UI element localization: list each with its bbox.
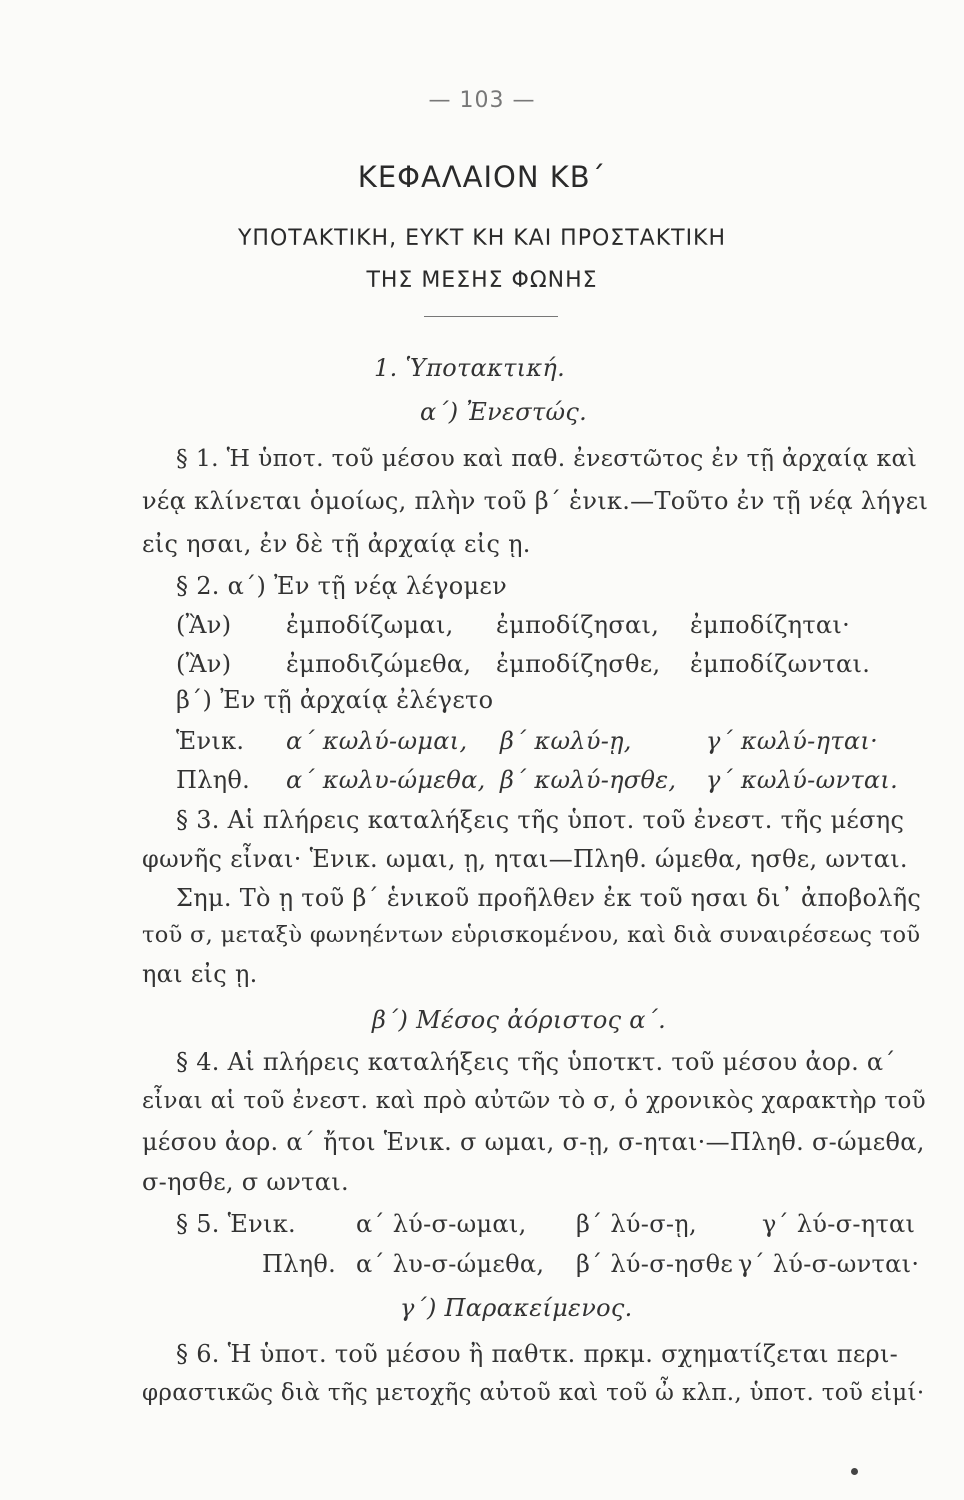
paradigm-form: α΄ κωλυ-ώμεθα,	[286, 766, 486, 794]
paradigm-form: β΄ λύ-σ-ῃ,	[576, 1210, 697, 1238]
paradigm-form: ἐμποδίζωμαι,	[286, 611, 454, 639]
text-line: νέᾳ κλίνεται ὁμοίως, πλὴν τοῦ β΄ ἑνικ.—Τοῦτο ἐν τῇ νέᾳ λήγει	[142, 487, 929, 515]
paradigm-form: ἐμποδίζωνται.	[690, 650, 871, 678]
paradigm-form: ἐμποδιζώμεθα,	[286, 650, 472, 678]
paradigm-label: Πληθ.	[262, 1250, 337, 1278]
subheading-aorist: β΄) Μέσος ἀόριστος α΄.	[372, 1006, 667, 1034]
text-line: § 2. α΄) Ἐν τῇ νέᾳ λέγομεν	[176, 572, 508, 600]
text-line: σ-ησθε, σ ωνται.	[142, 1168, 349, 1196]
text-line: § 4. Αἱ πλήρεις καταλήξεις τῆς ὑποτκτ. τοῦ μέσου ἀορ. α΄	[176, 1048, 896, 1076]
paradigm-form: β΄ λύ-σ-ησθε	[576, 1250, 734, 1278]
text-line: Σημ. Τὸ ῃ τοῦ β΄ ἑνικοῦ προῆλθεν ἐκ τοῦ ησαι δι᾽ ἀποβολῆς	[176, 884, 922, 912]
paradigm-form: α΄ λυ-σ-ώμεθα,	[356, 1250, 545, 1278]
paradigm-form: β΄ κωλύ-ησθε,	[500, 766, 677, 794]
chapter-title: ΚΕΦΑΛΑΙΟΝ ΚΒ΄	[357, 160, 607, 194]
subheading-present: α΄) Ἐνεστώς.	[420, 398, 588, 426]
paradigm-form: γ΄ λύ-σ-ηται	[762, 1210, 916, 1238]
paradigm-form: γ΄ κωλύ-ηται·	[706, 727, 878, 755]
section-heading-subjunctive: 1. Ὑποτακτική.	[374, 354, 566, 382]
paradigm-form: ἐμποδίζηται·	[690, 611, 851, 639]
text-line: φραστικῶς διὰ τῆς μετοχῆς αὐτοῦ καὶ τοῦ ὦ κλπ., ὑποτ. τοῦ εἰμί·	[142, 1380, 925, 1406]
paradigm-form: ἐμποδίζησθε,	[496, 650, 661, 678]
ink-dot	[851, 1468, 858, 1475]
title-divider	[424, 316, 558, 317]
text-line: εἶναι αἱ τοῦ ἐνεστ. καὶ πρὸ αὐτῶν τὸ σ, ὁ χρονικὸς χαρακτὴρ τοῦ	[142, 1088, 926, 1114]
chapter-subtitle-line2: ΤΗΣ ΜΕΣΗΣ ΦΩΝΗΣ	[366, 268, 598, 293]
subheading-perfect: γ΄) Παρακείμενος.	[400, 1294, 633, 1322]
paradigm-label: Ἑνικ.	[176, 727, 245, 755]
text-line: τοῦ σ, μεταξὺ φωνηέντων εὑρισκομένου, καὶ διὰ συναιρέσεως τοῦ	[142, 922, 921, 948]
paradigm-form: α΄ κωλύ-ωμαι,	[286, 727, 468, 755]
paradigm-form: γ΄ κωλύ-ωνται.	[706, 766, 899, 794]
text-line: φωνῆς εἶναι· Ἑνικ. ωμαι, ῃ, ηται—Πληθ. ώμεθα, ησθε, ωνται.	[142, 845, 908, 873]
text-line: μέσου ἀορ. α΄ ἤτοι Ἑνικ. σ ωμαι, σ-ῃ, σ-ηται·—Πληθ. σ-ώμεθα,	[142, 1128, 925, 1156]
text-line: εἰς ησαι, ἐν δὲ τῇ ἀρχαίᾳ εἰς ῃ.	[142, 530, 531, 558]
paradigm-label: (Ἂν)	[176, 650, 232, 678]
paradigm-form: ἐμποδίζησαι,	[496, 611, 660, 639]
page-number: — 103 —	[428, 88, 536, 113]
text-line: § 6. Ἡ ὑποτ. τοῦ μέσου ἢ παθτκ. πρκμ. σχηματίζεται περι-	[176, 1340, 899, 1368]
paradigm-form: α΄ λύ-σ-ωμαι,	[356, 1210, 527, 1238]
paradigm-label: Πληθ.	[176, 766, 251, 794]
paradigm-form: β΄ κωλύ-ῃ,	[500, 727, 632, 755]
text-line: β΄) Ἐν τῇ ἀρχαίᾳ ἐλέγετο	[176, 686, 494, 714]
paradigm-form: γ΄ λύ-σ-ωνται·	[738, 1250, 920, 1278]
paradigm-label: § 5. Ἑνικ.	[176, 1210, 296, 1238]
paradigm-label: (Ἂν)	[176, 611, 232, 639]
text-line: § 3. Αἱ πλήρεις καταλήξεις τῆς ὑποτ. τοῦ ἐνεστ. τῆς μέσης	[176, 806, 905, 834]
text-line: ηαι εἰς ῃ.	[142, 960, 258, 988]
text-line: § 1. Ἡ ὑποτ. τοῦ μέσου καὶ παθ. ἐνεστῶτος ἐν τῇ ἀρχαίᾳ καὶ	[176, 444, 918, 472]
chapter-subtitle-line1: ΥΠΟΤΑΚΤΙΚΗ, ΕΥΚΤ ΚΗ ΚΑΙ ΠΡΟΣΤΑΚΤΙΚΗ	[237, 226, 727, 251]
